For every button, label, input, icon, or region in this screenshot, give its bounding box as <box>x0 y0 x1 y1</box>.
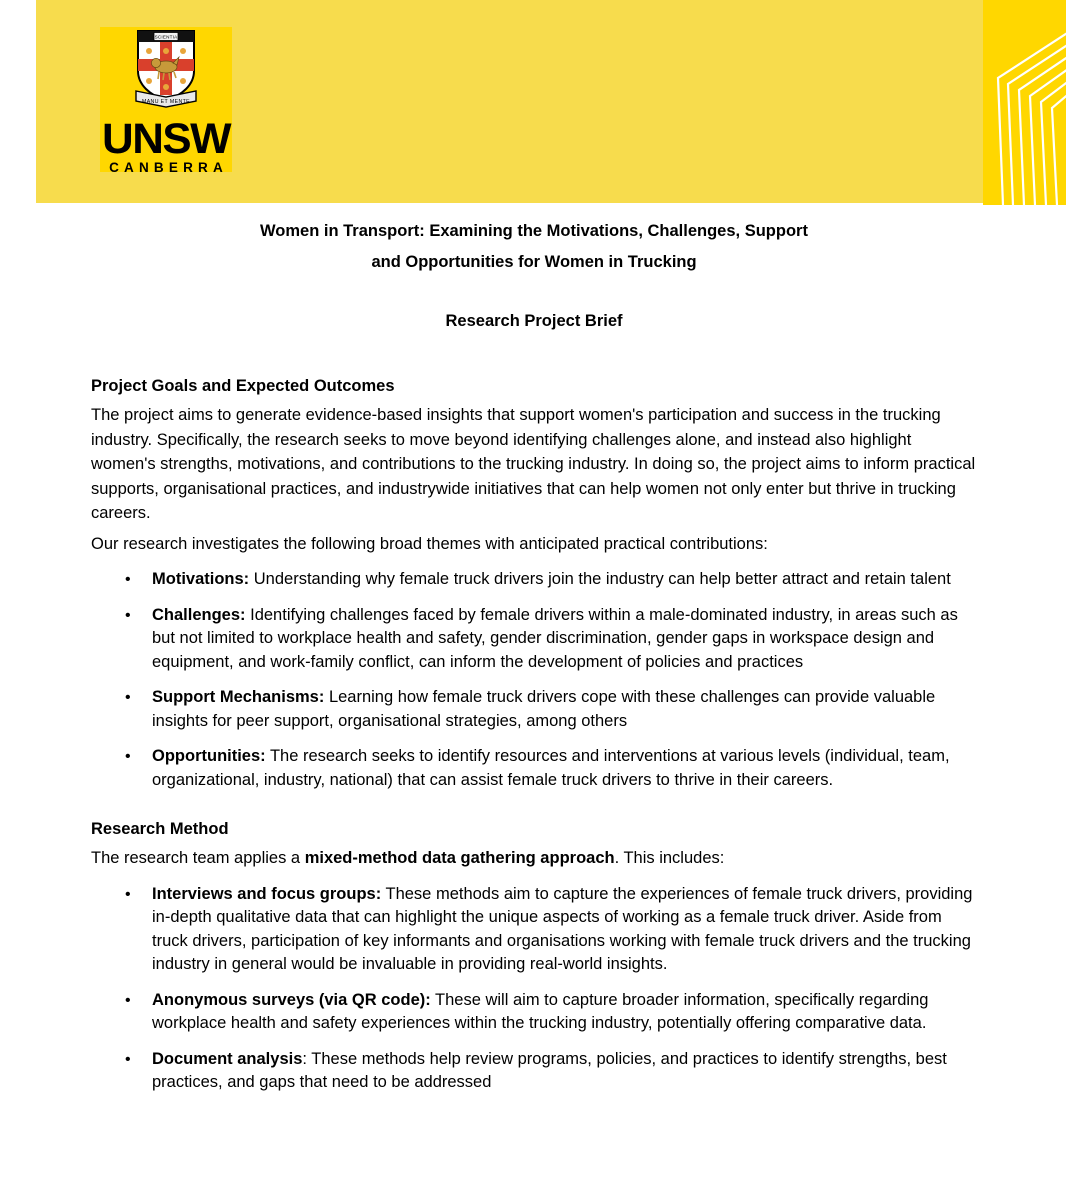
svg-text:SCIENTIA: SCIENTIA <box>154 34 178 40</box>
bullet-icon: • <box>125 748 131 765</box>
method-intro-pre: The research team applies a <box>91 849 305 867</box>
unsw-canberra-logo <box>100 27 232 175</box>
document-title-line-1: Women in Transport: Examining the Motivations, Challenges, Support <box>260 222 808 240</box>
document-title-line-2: and Opportunities for Women in Trucking <box>371 253 697 271</box>
section-heading-project-goals: Project Goals and Expected Outcomes <box>91 377 395 395</box>
bullet-icon: • <box>125 1050 131 1068</box>
bullet-icon: • <box>125 991 131 1009</box>
list-item-text: The research seeks to identify resources and interventions at various levels (individual, team, organizational, industry, national) that can assist female truck drivers to thrive in their careers. <box>152 747 950 789</box>
list-item-lead: Motivations: <box>152 570 250 588</box>
list-item-text: These will aim to capture broader information, specifically regarding workplace health and safety experiences within the trucking industry, potentially offering comparative data. <box>152 990 929 1032</box>
document-title <box>91 203 977 278</box>
document-subtitle: Research Project Brief <box>445 312 623 330</box>
list-item <box>91 674 977 733</box>
unsw-crest-icon <box>133 27 199 115</box>
unsw-campus-text: CANBERRA <box>109 160 228 175</box>
list-item-text: Identifying challenges faced by female drivers within a male-dominated industry, in areas such as but not limited to workplace health and safety, gender discrimination, gender gaps in workspace design and equipment, and work-family conflict, can inform the development of policies and practices <box>152 605 958 671</box>
bullet-icon: • <box>125 571 131 588</box>
svg-text:MANU ET MENTE: MANU ET MENTE <box>141 99 191 105</box>
list-item-text: Understanding why female truck drivers join the industry can help better attract and retain talent <box>249 570 951 588</box>
list-item-lead: Interviews and focus groups: <box>152 884 382 903</box>
list-item <box>91 1036 977 1095</box>
list-item <box>91 556 977 592</box>
bullet-icon: • <box>125 885 131 903</box>
chevron-lines-graphic <box>983 0 1066 205</box>
list-item-lead: Opportunities: <box>152 747 266 765</box>
list-item-lead: Anonymous surveys (via QR code): <box>152 990 431 1009</box>
bullet-icon: • <box>125 606 131 624</box>
list-item-text: : These methods help review programs, policies, and practices to identify strengths, best practices, and gaps that need to be addressed <box>152 1049 947 1091</box>
unsw-wordmark <box>100 117 232 175</box>
banner-chevron-decoration <box>983 0 1066 205</box>
list-item-text: Learning how female truck drivers cope with these challenges can provide valuable insights for peer support, organisational strategies, among others <box>152 688 936 730</box>
method-intro-post: . This includes: <box>614 849 725 867</box>
list-research-themes <box>91 556 977 792</box>
list-item-text: These methods aim to capture the experiences of female truck drivers, providing in-depth qualitative data that can highlight the unique aspects of working as a female truck driver. Aside from truck drivers, participation of key informants and organisations working with female truck drivers and the trucking industry in general would be invaluable in providing real-world insights. <box>152 884 973 973</box>
list-item-lead: Support Mechanisms: <box>152 688 325 706</box>
document-body <box>91 203 977 1095</box>
list-item-lead: Document analysis <box>152 1049 303 1068</box>
list-item <box>91 733 977 792</box>
list-item <box>91 977 977 1036</box>
list-item-lead: Challenges: <box>152 605 246 624</box>
section-heading-research-method: Research Method <box>91 820 229 838</box>
bullet-icon: • <box>125 689 131 706</box>
paragraph-project-overview: The project aims to generate evidence-based insights that support women's participation and success in the trucking industry. Specifically, the research seeks to move beyond identifying challenges alone, and instead also highlight women's strengths, motivations, and contributions to the trucking industry. In doing so, the project aims to inform practical supports, organisational practices, and industrywide initiatives that can help women not only enter but thrive in trucking careers. <box>91 406 976 522</box>
list-research-methods <box>91 871 977 1095</box>
method-intro-emphasis: mixed-method data gathering approach <box>304 849 615 867</box>
unsw-wordmark-text: UNSW <box>102 115 230 163</box>
list-item <box>91 871 977 977</box>
paragraph-research-themes-intro: Our research investigates the following broad themes with anticipated practical contributions: <box>91 534 768 553</box>
list-item <box>91 592 977 675</box>
paragraph-method-intro <box>91 840 977 871</box>
